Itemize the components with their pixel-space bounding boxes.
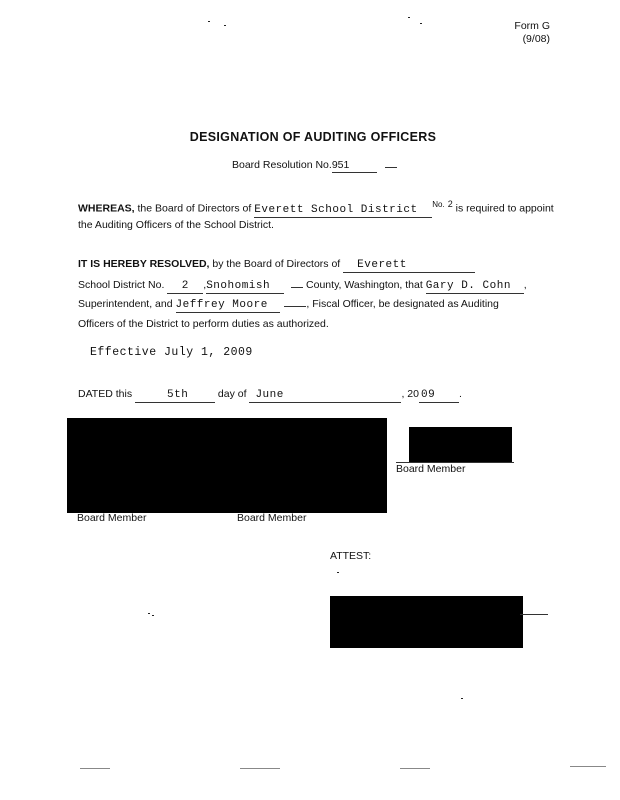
board-member-label-right: Board Member bbox=[396, 463, 466, 475]
redacted-signatures-block bbox=[67, 418, 387, 513]
scan-speck bbox=[420, 23, 422, 24]
scan-speck bbox=[408, 17, 410, 18]
county-name: Snohomish bbox=[206, 280, 284, 294]
resolved-before: by the Board of Directors of bbox=[212, 258, 341, 270]
form-date: (9/08) bbox=[522, 33, 550, 45]
scan-speck bbox=[80, 768, 110, 769]
whereas-line-2: the Auditing Officers of the School District. bbox=[78, 219, 274, 231]
dated-month: June bbox=[249, 389, 401, 403]
scan-speck bbox=[152, 615, 154, 616]
board-member-label-left: Board Member bbox=[77, 512, 147, 524]
dated-label: DATED this bbox=[78, 388, 133, 400]
resolution-number: 951 bbox=[332, 159, 377, 173]
board-member-label-middle: Board Member bbox=[237, 512, 307, 524]
county-extra-line bbox=[291, 287, 303, 288]
whereas-district: Everett School District bbox=[254, 204, 432, 218]
fiscal-text: Fiscal Officer, be designated as Auditing bbox=[312, 298, 499, 310]
district-number: 2 bbox=[167, 280, 203, 294]
dated-line: DATED this 5th day of June , 20 09 . bbox=[78, 388, 462, 401]
resolved-line-3: Superintendent, and Jeffrey Moore , Fiscal Officer, be designated as Auditing bbox=[78, 298, 499, 311]
whereas-lead: WHEREAS, bbox=[78, 202, 135, 215]
effective-date: Effective July 1, 2009 bbox=[90, 346, 253, 359]
redacted-signature-right bbox=[409, 427, 512, 462]
scan-speck bbox=[337, 572, 339, 573]
resolved-line-2: School District No. 2 ,Snohomish County, Washington, that Gary D. Cohn , bbox=[78, 279, 527, 292]
attest-signature-line bbox=[520, 614, 548, 615]
dated-day: 5th bbox=[135, 389, 215, 403]
fiscal-extra-line bbox=[284, 306, 306, 307]
whereas-after: is required to appoint bbox=[455, 202, 554, 215]
fiscal-officer-name: Jeffrey Moore bbox=[176, 299, 280, 313]
attest-label: ATTEST: bbox=[330, 550, 372, 562]
form-code: Form G bbox=[514, 20, 550, 32]
scan-speck bbox=[224, 25, 226, 26]
resolved-board: Everett bbox=[343, 259, 475, 273]
scan-speck bbox=[570, 766, 606, 767]
whereas-before: the Board of Directors of bbox=[137, 202, 252, 215]
superintendent-label: Superintendent, and bbox=[78, 298, 173, 310]
district-label: School District No. bbox=[78, 279, 165, 291]
scan-speck bbox=[240, 768, 280, 769]
superintendent-name: Gary D. Cohn bbox=[426, 280, 524, 294]
scan-speck bbox=[208, 21, 210, 22]
scan-speck bbox=[461, 698, 463, 699]
redacted-attest-signature bbox=[330, 596, 523, 648]
whereas-line-1 bbox=[78, 198, 554, 218]
scan-speck bbox=[148, 613, 150, 614]
scan-speck bbox=[400, 768, 430, 769]
dated-of: day of bbox=[217, 388, 247, 400]
resolution-line bbox=[232, 159, 397, 173]
dated-year: 09 bbox=[419, 389, 459, 403]
page-title: DESIGNATION OF AUDITING OFFICERS bbox=[189, 130, 437, 144]
resolution-label: Board Resolution No. bbox=[232, 159, 332, 171]
whereas-no-value: 2 bbox=[447, 199, 453, 209]
resolved-lead: IT IS HEREBY RESOLVED, bbox=[78, 258, 210, 270]
resolved-line-4: Officers of the District to perform duties as authorized. bbox=[78, 318, 329, 330]
dated-year-prefix: 20 bbox=[407, 388, 419, 400]
county-text: County, Washington, that bbox=[306, 279, 423, 291]
form-header bbox=[514, 20, 550, 46]
resolved-line-1 bbox=[78, 258, 475, 273]
resolution-extra-line bbox=[385, 167, 397, 168]
whereas-no-label: No. bbox=[432, 200, 445, 209]
